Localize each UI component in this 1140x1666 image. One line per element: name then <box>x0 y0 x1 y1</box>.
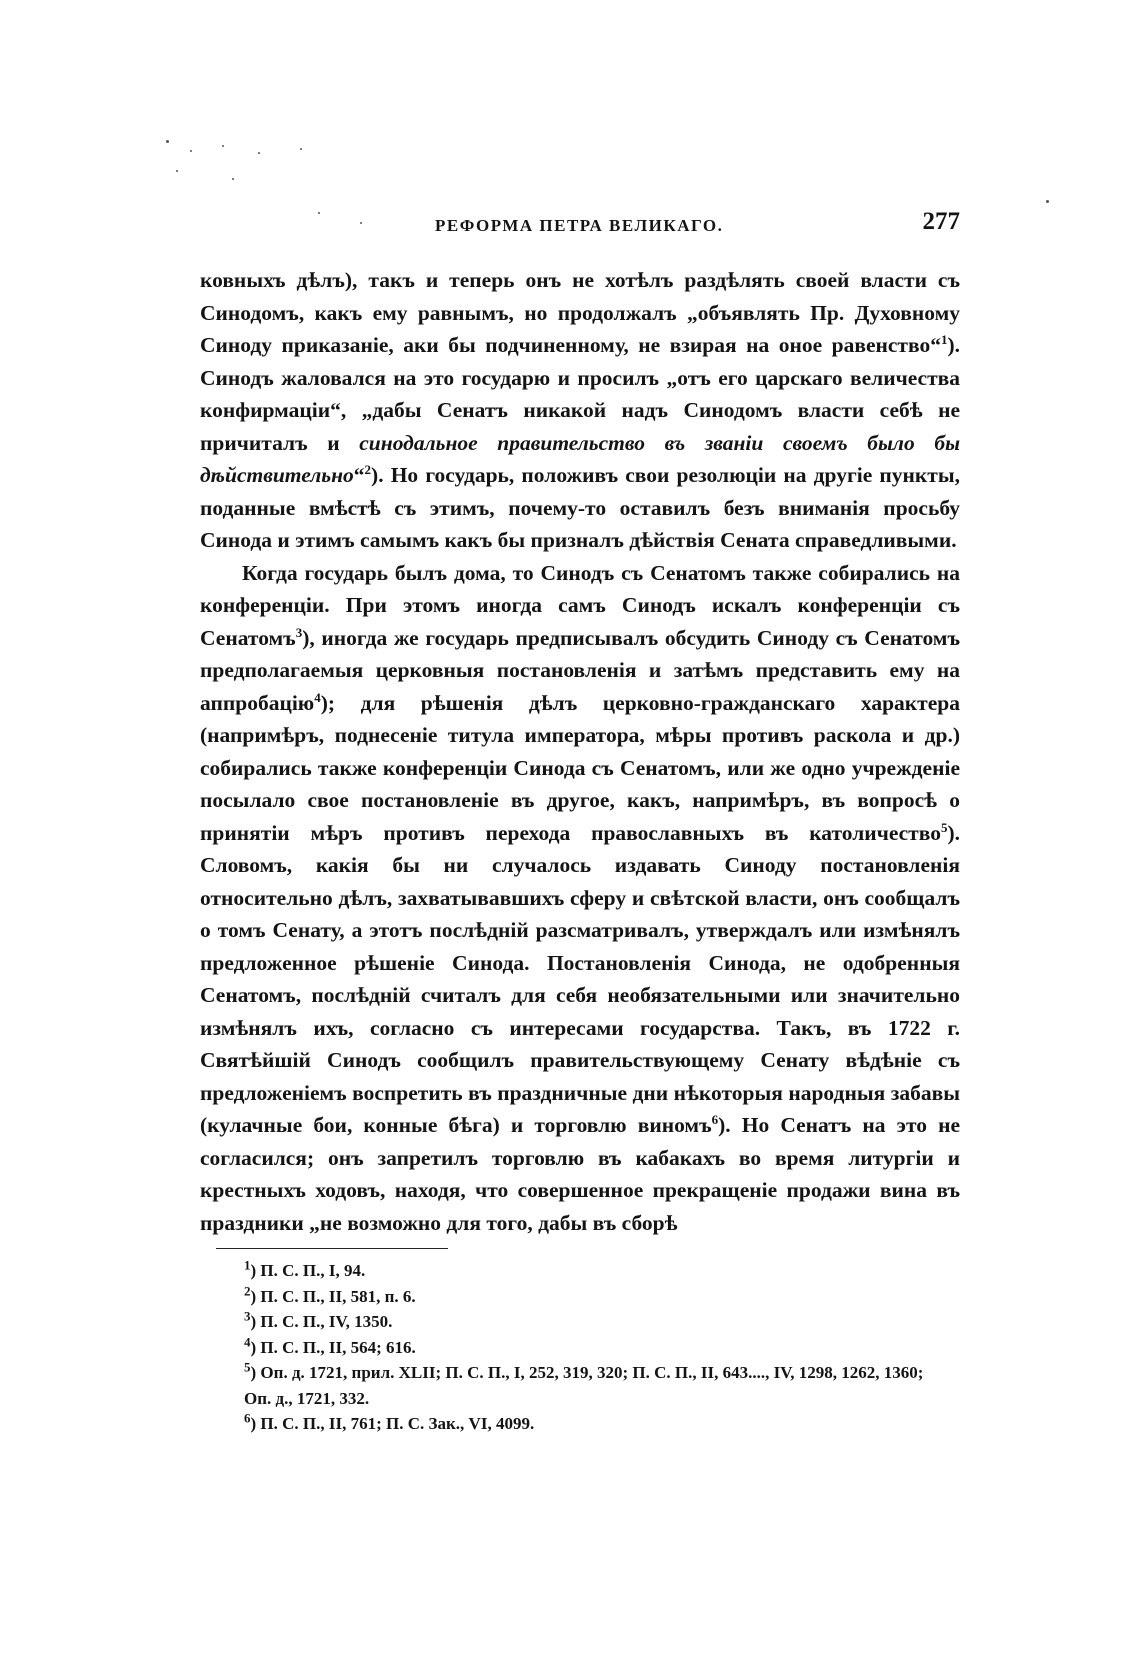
footnotes <box>206 1258 946 1437</box>
footnote-item <box>206 1284 946 1310</box>
italic-quote: синодальное правительство въ званіи своемъ было бы дѣйствительно <box>200 430 960 487</box>
footnote-separator <box>216 1248 448 1249</box>
footnote-text: Оп. д. 1721, прил. XLII; П. С. П., I, 252, 319, 320; П. С. П., II, 643...., IV, 1298, 1262, 1360; Оп. д., 1721, 332. <box>244 1363 924 1408</box>
scan-speck <box>258 152 260 154</box>
footnote-mark: 5 <box>244 1359 251 1375</box>
footnote-text: П. С. П., I, 94. <box>260 1261 366 1280</box>
text-run: Когда государь былъ дома, то Синодъ съ Сенатомъ также собирались на конференціи. При этомъ иногда самъ Синодъ искалъ конференціи съ Сенатомъ <box>200 560 960 650</box>
footnote-text: П. С. П., II, 761; П. С. Зак., VI, 4099. <box>260 1414 535 1433</box>
footnote-paren: ) <box>250 1363 261 1382</box>
footnote-item <box>206 1258 946 1284</box>
footnote-reference: 2 <box>364 461 372 477</box>
footnote-item <box>206 1335 946 1361</box>
text-run: ). Но государь, положивъ свои резолюціи на другіе пункты, поданные вмѣстѣ съ этимъ, почему-то оставилъ безъ вниманія просьбу Синода и этимъ самымъ какъ бы призналъ дѣйствія Сената справедливыми. <box>200 463 960 552</box>
footnote-reference: 4 <box>314 689 321 705</box>
footnote-reference: 3 <box>295 624 303 640</box>
text-run: ковныхъ дѣлъ), такъ и теперь онъ не хотѣлъ раздѣлять своей власти съ Синодомъ, какъ ему равнымъ, но продолжалъ „объявлять Пр. Духовному Синоду приказаніе, аки бы подчиненному, не взирая на оное равенство“ <box>200 268 960 357</box>
footnote-paren: ) <box>250 1337 261 1357</box>
page-header <box>200 208 960 248</box>
footnote-mark: 4 <box>244 1333 251 1349</box>
footnote-paren: ) <box>250 1261 261 1280</box>
footnote-mark: 6 <box>244 1410 251 1426</box>
scan-speck <box>300 148 302 150</box>
footnote-text: П. С. П., IV, 1350. <box>260 1312 393 1331</box>
page-number: 277 <box>922 208 960 235</box>
footnote-text: П. С. П., II, 564; 616. <box>260 1337 416 1357</box>
scan-speck <box>166 140 169 143</box>
footnote-paren: ) <box>250 1414 261 1433</box>
text-run: ). Словомъ, какія бы ни случалось издавать Синоду постановленія относительно дѣлъ, захватывавшихъ сферу и свѣтской власти, онъ сообщалъ о томъ Сенату, а этотъ послѣдній разсматривалъ, утверждалъ или измѣнялъ предложенное рѣшеніе Синода. Постановленія Синода, не одобренныя Сенатомъ, послѣдній считалъ для себя необязательными или значительно измѣнялъ ихъ, согласно съ интересами государства. Такъ, въ 1722 г. Святѣйшій Синодъ сообщилъ правительствующему Сенату вѣдѣніе съ предложеніемъ воспретить въ праздничные дни нѣкоторыя народныя забавы (кулачные бои, конные бѣга) и торговлю виномъ <box>200 820 960 1137</box>
running-title: РЕФОРМА ПЕТРА ВЕЛИКАГО. <box>435 216 724 235</box>
text-run: ), иногда же государь предписывалъ обсудить Синоду съ Сенатомъ предполагаемыя церковныя постановленія и затѣмъ представить ему на аппробацію <box>200 625 960 715</box>
scan-speck <box>190 150 192 152</box>
footnote-paren: ) <box>250 1286 261 1306</box>
paragraph <box>200 264 960 557</box>
text-run: ). Синодъ жаловался на это государю и просилъ „отъ его царскаго величества конфирмаціи“, „дабы Сенатъ никакой надъ Синодомъ власти себѣ не причиталъ и <box>200 333 960 455</box>
scan-speck <box>232 178 234 180</box>
scan-speck <box>1046 200 1049 203</box>
body-text <box>200 264 960 1239</box>
text-run: ). Но Сенатъ на это не согласился; онъ запретилъ торговлю въ кабакахъ во время литургіи и крестныхъ ходовъ, находя, что совершенное прекращеніе продажи вина въ праздники „не возможно для того, дабы въ сборѣ <box>200 1113 960 1235</box>
paragraph <box>200 557 960 1240</box>
footnote-reference: 6 <box>711 1111 719 1127</box>
scan-speck <box>222 145 224 147</box>
footnote-paren: ) <box>250 1312 261 1331</box>
text-run: “ <box>353 463 365 487</box>
footnote-mark: 3 <box>244 1308 251 1324</box>
footnote-text: П. С. П., II, 581, п. 6. <box>260 1286 416 1306</box>
text-run: ); для рѣшенія дѣлъ церковно-гражданскаго характера (напримѣръ, поднесеніе титула императора, мѣры противъ раскола и др.) собирались также конференціи Синода съ Сенатомъ, или же одно учрежденіе посылало свое постановленіе въ другое, какъ, напримѣръ, въ вопросѣ о принятіи мѣръ противъ перехода православныхъ въ католичество <box>200 690 960 845</box>
footnote-item <box>206 1411 946 1437</box>
footnote-mark: 2 <box>244 1282 251 1298</box>
footnote-item <box>206 1360 946 1411</box>
footnote-reference: 1 <box>940 331 948 347</box>
footnote-mark: 1 <box>244 1257 251 1273</box>
footnote-reference: 5 <box>940 819 948 835</box>
footnote-item <box>206 1309 946 1335</box>
scan-speck <box>176 170 178 172</box>
